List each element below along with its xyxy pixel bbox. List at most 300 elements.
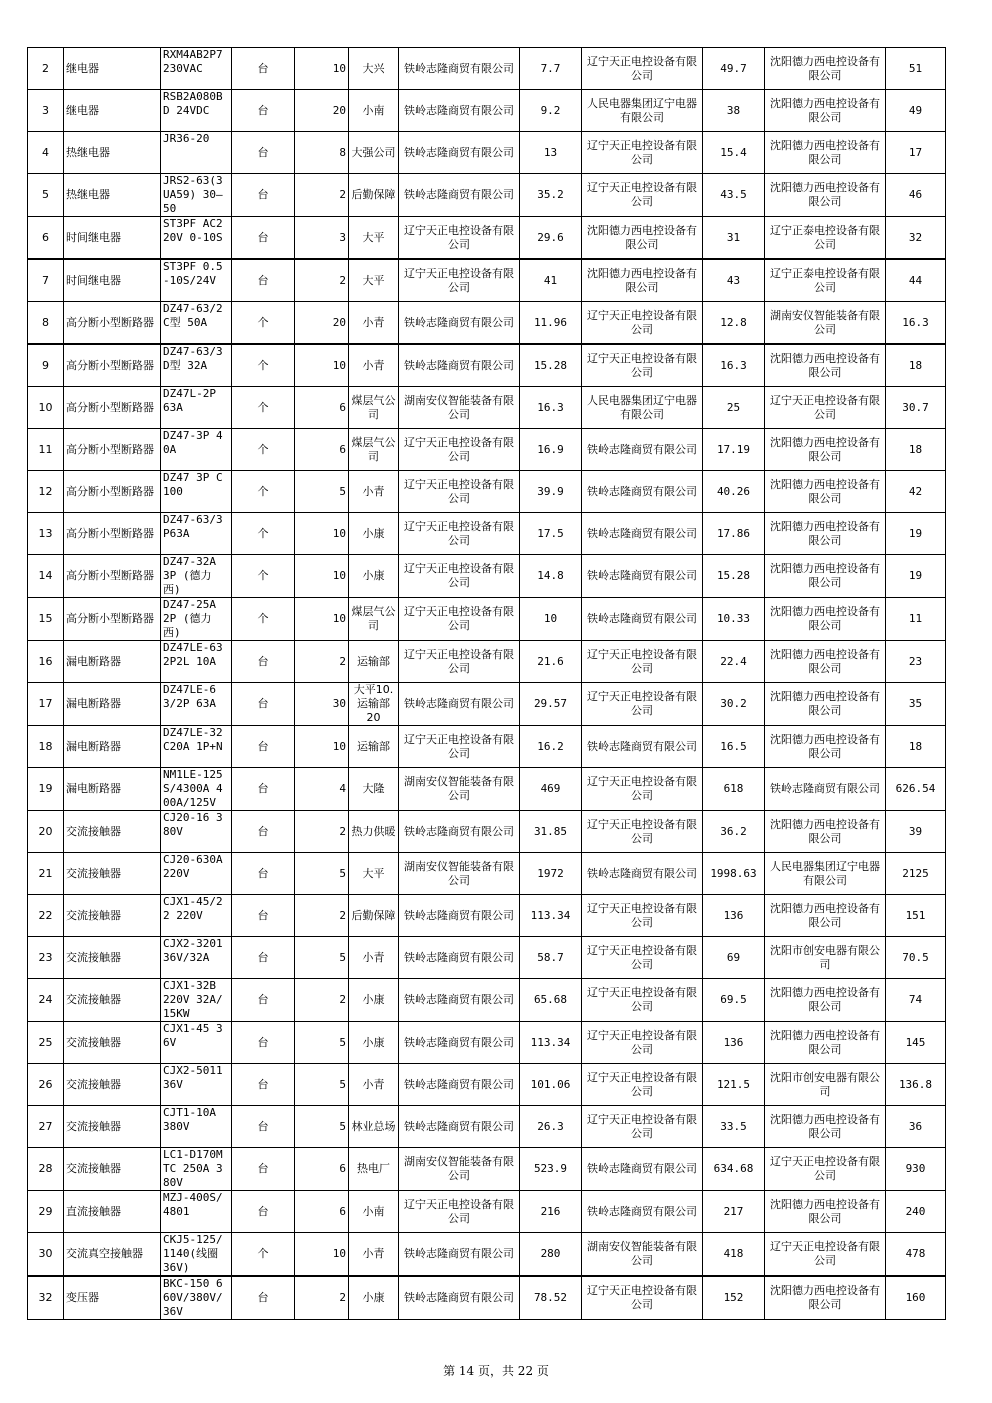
item-number: 19 xyxy=(28,768,64,811)
price-2: 15.28 xyxy=(703,555,765,598)
item-unit: 台 xyxy=(232,1191,295,1233)
item-number: 30 xyxy=(28,1233,64,1277)
item-name: 漏电断路器 xyxy=(64,641,161,683)
item-unit: 台 xyxy=(232,1148,295,1191)
supplier-2: 湖南安仪智能装备有限公司 xyxy=(582,1233,703,1277)
item-name: 交流接触器 xyxy=(64,1022,161,1064)
price-2: 43.5 xyxy=(703,174,765,217)
supplier-3: 铁岭志隆商贸有限公司 xyxy=(765,768,886,811)
price-2: 152 xyxy=(703,1276,765,1320)
item-quantity: 2 xyxy=(295,979,349,1022)
supplier-2: 铁岭志隆商贸有限公司 xyxy=(582,555,703,598)
price-2: 418 xyxy=(703,1233,765,1277)
supplier-3: 沈阳市创安电器有限公司 xyxy=(765,937,886,979)
item-model: CJX1-45 36V xyxy=(161,1022,232,1064)
item-quantity: 5 xyxy=(295,1064,349,1106)
price-2: 17.19 xyxy=(703,429,765,471)
supplier-1: 铁岭志隆商贸有限公司 xyxy=(399,1106,520,1148)
supplier-2: 辽宁天正电控设备有限公司 xyxy=(582,344,703,387)
item-quantity: 10 xyxy=(295,48,349,90)
price-1: 13 xyxy=(520,132,582,174)
supplier-3: 沈阳德力西电控设备有限公司 xyxy=(765,1191,886,1233)
supplier-3: 沈阳德力西电控设备有限公司 xyxy=(765,344,886,387)
item-unit: 台 xyxy=(232,937,295,979)
item-unit: 台 xyxy=(232,726,295,768)
procurement-table xyxy=(27,47,946,1320)
supplier-2: 沈阳德力西电控设备有限公司 xyxy=(582,217,703,260)
requesting-dept: 小青 xyxy=(349,471,399,513)
item-number: 8 xyxy=(28,302,64,345)
supplier-3: 湖南安仪智能装备有限公司 xyxy=(765,302,886,345)
supplier-3: 沈阳德力西电控设备有限公司 xyxy=(765,555,886,598)
price-2: 12.8 xyxy=(703,302,765,345)
requesting-dept: 后勤保障 xyxy=(349,895,399,937)
supplier-2: 辽宁天正电控设备有限公司 xyxy=(582,895,703,937)
supplier-1: 铁岭志隆商贸有限公司 xyxy=(399,174,520,217)
item-name: 高分断小型断路器 xyxy=(64,429,161,471)
supplier-2: 辽宁天正电控设备有限公司 xyxy=(582,768,703,811)
supplier-1: 铁岭志隆商贸有限公司 xyxy=(399,344,520,387)
item-unit: 台 xyxy=(232,259,295,302)
supplier-2: 辽宁天正电控设备有限公司 xyxy=(582,174,703,217)
price-1: 41 xyxy=(520,259,582,302)
price-2: 16.5 xyxy=(703,726,765,768)
item-number: 5 xyxy=(28,174,64,217)
supplier-3: 沈阳德力西电控设备有限公司 xyxy=(765,132,886,174)
requesting-dept: 小康 xyxy=(349,513,399,555)
price-2: 217 xyxy=(703,1191,765,1233)
item-unit: 台 xyxy=(232,979,295,1022)
supplier-1: 铁岭志隆商贸有限公司 xyxy=(399,1022,520,1064)
price-3: 46 xyxy=(886,174,946,217)
price-3: 42 xyxy=(886,471,946,513)
supplier-3: 辽宁天正电控设备有限公司 xyxy=(765,387,886,429)
item-model: CJ20-16 380V xyxy=(161,811,232,853)
table-row xyxy=(28,90,946,132)
item-name: 交流接触器 xyxy=(64,1148,161,1191)
item-model: CJX2-3201 36V/32A xyxy=(161,937,232,979)
supplier-1: 辽宁天正电控设备有限公司 xyxy=(399,513,520,555)
price-3: 19 xyxy=(886,513,946,555)
supplier-2: 辽宁天正电控设备有限公司 xyxy=(582,1022,703,1064)
price-3: 23 xyxy=(886,641,946,683)
price-2: 634.68 xyxy=(703,1148,765,1191)
item-model: DZ47LE-63/2P 63A xyxy=(161,683,232,726)
price-3: 44 xyxy=(886,259,946,302)
item-name: 继电器 xyxy=(64,48,161,90)
supplier-2: 人民电器集团辽宁电器有限公司 xyxy=(582,90,703,132)
table-row xyxy=(28,598,946,641)
supplier-3: 沈阳德力西电控设备有限公司 xyxy=(765,641,886,683)
item-quantity: 6 xyxy=(295,1148,349,1191)
supplier-1: 湖南安仪智能装备有限公司 xyxy=(399,853,520,895)
price-2: 618 xyxy=(703,768,765,811)
supplier-3: 人民电器集团辽宁电器有限公司 xyxy=(765,853,886,895)
price-2: 36.2 xyxy=(703,811,765,853)
item-name: 漏电断路器 xyxy=(64,726,161,768)
price-2: 69.5 xyxy=(703,979,765,1022)
supplier-3: 沈阳德力西电控设备有限公司 xyxy=(765,48,886,90)
requesting-dept: 小南 xyxy=(349,90,399,132)
item-name: 变压器 xyxy=(64,1276,161,1320)
item-unit: 台 xyxy=(232,1022,295,1064)
supplier-3: 沈阳德力西电控设备有限公司 xyxy=(765,811,886,853)
item-model: LC1-D170MTC 250A 380V xyxy=(161,1148,232,1191)
supplier-1: 铁岭志隆商贸有限公司 xyxy=(399,302,520,345)
price-3: 626.54 xyxy=(886,768,946,811)
table-row xyxy=(28,1233,946,1277)
item-name: 时间继电器 xyxy=(64,217,161,260)
price-1: 11.96 xyxy=(520,302,582,345)
item-model: RSB2A080BD 24VDC xyxy=(161,90,232,132)
table-row xyxy=(28,937,946,979)
supplier-2: 辽宁天正电控设备有限公司 xyxy=(582,302,703,345)
item-number: 6 xyxy=(28,217,64,260)
table-row xyxy=(28,555,946,598)
price-1: 280 xyxy=(520,1233,582,1277)
item-model: BKC-150 660V/380V/36V xyxy=(161,1276,232,1320)
supplier-1: 辽宁天正电控设备有限公司 xyxy=(399,641,520,683)
requesting-dept: 热力供暖 xyxy=(349,811,399,853)
price-3: 151 xyxy=(886,895,946,937)
price-1: 9.2 xyxy=(520,90,582,132)
table-row xyxy=(28,471,946,513)
supplier-3: 沈阳德力西电控设备有限公司 xyxy=(765,895,886,937)
item-model: DZ47 3P C100 xyxy=(161,471,232,513)
item-unit: 台 xyxy=(232,641,295,683)
item-number: 27 xyxy=(28,1106,64,1148)
supplier-3: 辽宁天正电控设备有限公司 xyxy=(765,1148,886,1191)
requesting-dept: 大平 xyxy=(349,853,399,895)
supplier-1: 铁岭志隆商贸有限公司 xyxy=(399,937,520,979)
table-row xyxy=(28,895,946,937)
item-name: 直流接触器 xyxy=(64,1191,161,1233)
item-number: 29 xyxy=(28,1191,64,1233)
item-number: 15 xyxy=(28,598,64,641)
item-number: 2 xyxy=(28,48,64,90)
item-quantity: 5 xyxy=(295,937,349,979)
price-1: 31.85 xyxy=(520,811,582,853)
supplier-2: 辽宁天正电控设备有限公司 xyxy=(582,683,703,726)
price-2: 136 xyxy=(703,895,765,937)
price-2: 22.4 xyxy=(703,641,765,683)
item-name: 交流接触器 xyxy=(64,1106,161,1148)
supplier-1: 湖南安仪智能装备有限公司 xyxy=(399,1148,520,1191)
item-unit: 台 xyxy=(232,90,295,132)
supplier-2: 辽宁天正电控设备有限公司 xyxy=(582,641,703,683)
price-3: 30.7 xyxy=(886,387,946,429)
price-2: 17.86 xyxy=(703,513,765,555)
supplier-1: 辽宁天正电控设备有限公司 xyxy=(399,217,520,260)
item-quantity: 10 xyxy=(295,513,349,555)
supplier-2: 铁岭志隆商贸有限公司 xyxy=(582,853,703,895)
supplier-1: 铁岭志隆商贸有限公司 xyxy=(399,895,520,937)
supplier-3: 沈阳德力西电控设备有限公司 xyxy=(765,979,886,1022)
price-1: 78.52 xyxy=(520,1276,582,1320)
price-2: 31 xyxy=(703,217,765,260)
item-name: 高分断小型断路器 xyxy=(64,513,161,555)
supplier-3: 辽宁天正电控设备有限公司 xyxy=(765,1233,886,1277)
price-3: 17 xyxy=(886,132,946,174)
item-name: 高分断小型断路器 xyxy=(64,555,161,598)
item-number: 12 xyxy=(28,471,64,513)
item-number: 23 xyxy=(28,937,64,979)
supplier-2: 铁岭志隆商贸有限公司 xyxy=(582,1148,703,1191)
requesting-dept: 大强公司 xyxy=(349,132,399,174)
item-name: 漏电断路器 xyxy=(64,683,161,726)
price-3: 478 xyxy=(886,1233,946,1277)
supplier-3: 沈阳德力西电控设备有限公司 xyxy=(765,513,886,555)
item-number: 17 xyxy=(28,683,64,726)
item-quantity: 8 xyxy=(295,132,349,174)
item-model: NM1LE-125S/4300A 400A/125V xyxy=(161,768,232,811)
requesting-dept: 小青 xyxy=(349,302,399,345)
price-2: 40.26 xyxy=(703,471,765,513)
item-number: 21 xyxy=(28,853,64,895)
item-number: 20 xyxy=(28,811,64,853)
price-1: 29.6 xyxy=(520,217,582,260)
supplier-3: 沈阳德力西电控设备有限公司 xyxy=(765,726,886,768)
supplier-1: 辽宁天正电控设备有限公司 xyxy=(399,598,520,641)
item-quantity: 3 xyxy=(295,217,349,260)
item-name: 交流接触器 xyxy=(64,895,161,937)
item-unit: 个 xyxy=(232,344,295,387)
price-1: 15.28 xyxy=(520,344,582,387)
supplier-3: 沈阳市创安电器有限公司 xyxy=(765,1064,886,1106)
item-model: CJX1-32B 220V 32A/15KW xyxy=(161,979,232,1022)
supplier-1: 铁岭志隆商贸有限公司 xyxy=(399,90,520,132)
item-model: DZ47-3P 40A xyxy=(161,429,232,471)
item-unit: 台 xyxy=(232,1276,295,1320)
item-number: 25 xyxy=(28,1022,64,1064)
table-row xyxy=(28,1064,946,1106)
requesting-dept: 大平 xyxy=(349,259,399,302)
supplier-1: 辽宁天正电控设备有限公司 xyxy=(399,1191,520,1233)
item-name: 高分断小型断路器 xyxy=(64,302,161,345)
price-2: 10.33 xyxy=(703,598,765,641)
item-number: 24 xyxy=(28,979,64,1022)
table-row xyxy=(28,387,946,429)
price-2: 136 xyxy=(703,1022,765,1064)
item-model: JR36-20 xyxy=(161,132,232,174)
item-model: DZ47-63/3P63A xyxy=(161,513,232,555)
item-unit: 台 xyxy=(232,174,295,217)
price-1: 469 xyxy=(520,768,582,811)
item-model: ST3PF 0.5-10S/24V xyxy=(161,259,232,302)
price-1: 113.34 xyxy=(520,1022,582,1064)
item-number: 28 xyxy=(28,1148,64,1191)
item-quantity: 10 xyxy=(295,555,349,598)
item-name: 热继电器 xyxy=(64,132,161,174)
item-number: 13 xyxy=(28,513,64,555)
requesting-dept: 大平10.运输部20 xyxy=(349,683,399,726)
supplier-1: 铁岭志隆商贸有限公司 xyxy=(399,1233,520,1277)
item-name: 交流真空接触器 xyxy=(64,1233,161,1277)
item-number: 32 xyxy=(28,1276,64,1320)
table-row xyxy=(28,811,946,853)
price-2: 16.3 xyxy=(703,344,765,387)
table-row xyxy=(28,641,946,683)
item-model: CKJ5-125/1140(线圈 36V) xyxy=(161,1233,232,1277)
item-quantity: 4 xyxy=(295,768,349,811)
item-quantity: 6 xyxy=(295,429,349,471)
supplier-2: 辽宁天正电控设备有限公司 xyxy=(582,979,703,1022)
item-model: RXM4AB2P7 230VAC xyxy=(161,48,232,90)
item-model: JRS2-63(3UA59) 30—50 xyxy=(161,174,232,217)
item-model: DZ47-25A 2P (德力西) xyxy=(161,598,232,641)
requesting-dept: 大兴 xyxy=(349,48,399,90)
table-row xyxy=(28,174,946,217)
item-unit: 台 xyxy=(232,1106,295,1148)
supplier-2: 辽宁天正电控设备有限公司 xyxy=(582,811,703,853)
item-quantity: 10 xyxy=(295,598,349,641)
supplier-3: 沈阳德力西电控设备有限公司 xyxy=(765,1106,886,1148)
supplier-3: 沈阳德力西电控设备有限公司 xyxy=(765,1022,886,1064)
item-unit: 个 xyxy=(232,1233,295,1277)
item-name: 热继电器 xyxy=(64,174,161,217)
requesting-dept: 大隆 xyxy=(349,768,399,811)
supplier-1: 铁岭志隆商贸有限公司 xyxy=(399,48,520,90)
price-1: 29.57 xyxy=(520,683,582,726)
supplier-1: 铁岭志隆商贸有限公司 xyxy=(399,1276,520,1320)
supplier-2: 铁岭志隆商贸有限公司 xyxy=(582,513,703,555)
price-1: 216 xyxy=(520,1191,582,1233)
table-row xyxy=(28,48,946,90)
requesting-dept: 小南 xyxy=(349,1191,399,1233)
item-unit: 个 xyxy=(232,471,295,513)
item-quantity: 5 xyxy=(295,1106,349,1148)
supplier-3: 沈阳德力西电控设备有限公司 xyxy=(765,429,886,471)
supplier-2: 辽宁天正电控设备有限公司 xyxy=(582,132,703,174)
item-unit: 台 xyxy=(232,217,295,260)
supplier-1: 辽宁天正电控设备有限公司 xyxy=(399,259,520,302)
item-unit: 个 xyxy=(232,429,295,471)
item-quantity: 6 xyxy=(295,1191,349,1233)
item-name: 继电器 xyxy=(64,90,161,132)
supplier-2: 辽宁天正电控设备有限公司 xyxy=(582,1106,703,1148)
supplier-1: 辽宁天正电控设备有限公司 xyxy=(399,429,520,471)
table-row xyxy=(28,344,946,387)
table-row xyxy=(28,853,946,895)
supplier-1: 铁岭志隆商贸有限公司 xyxy=(399,132,520,174)
item-name: 交流接触器 xyxy=(64,937,161,979)
item-quantity: 2 xyxy=(295,174,349,217)
item-number: 18 xyxy=(28,726,64,768)
item-number: 11 xyxy=(28,429,64,471)
item-quantity: 20 xyxy=(295,302,349,345)
item-unit: 个 xyxy=(232,387,295,429)
item-unit: 台 xyxy=(232,768,295,811)
table-row xyxy=(28,259,946,302)
supplier-2: 铁岭志隆商贸有限公司 xyxy=(582,598,703,641)
item-model: DZ47-63/3 D型 32A xyxy=(161,344,232,387)
item-unit: 台 xyxy=(232,132,295,174)
item-model: CJ20-630A 220V xyxy=(161,853,232,895)
item-number: 4 xyxy=(28,132,64,174)
item-quantity: 10 xyxy=(295,1233,349,1277)
supplier-2: 沈阳德力西电控设备有限公司 xyxy=(582,259,703,302)
price-3: 74 xyxy=(886,979,946,1022)
price-2: 43 xyxy=(703,259,765,302)
price-1: 65.68 xyxy=(520,979,582,1022)
requesting-dept: 林业总场 xyxy=(349,1106,399,1148)
requesting-dept: 小康 xyxy=(349,1276,399,1320)
price-3: 930 xyxy=(886,1148,946,1191)
supplier-2: 人民电器集团辽宁电器有限公司 xyxy=(582,387,703,429)
item-model: CJX1-45/22 220V xyxy=(161,895,232,937)
item-name: 漏电断路器 xyxy=(64,768,161,811)
price-1: 101.06 xyxy=(520,1064,582,1106)
table-row xyxy=(28,979,946,1022)
requesting-dept: 小康 xyxy=(349,555,399,598)
supplier-1: 辽宁天正电控设备有限公司 xyxy=(399,726,520,768)
item-unit: 台 xyxy=(232,48,295,90)
supplier-2: 辽宁天正电控设备有限公司 xyxy=(582,937,703,979)
table-row xyxy=(28,1191,946,1233)
item-quantity: 2 xyxy=(295,811,349,853)
supplier-3: 辽宁正泰电控设备有限公司 xyxy=(765,259,886,302)
price-2: 121.5 xyxy=(703,1064,765,1106)
price-1: 16.2 xyxy=(520,726,582,768)
table-row xyxy=(28,132,946,174)
table-row xyxy=(28,1022,946,1064)
item-quantity: 10 xyxy=(295,344,349,387)
requesting-dept: 后勤保障 xyxy=(349,174,399,217)
item-number: 10 xyxy=(28,387,64,429)
price-3: 16.3 xyxy=(886,302,946,345)
price-1: 113.34 xyxy=(520,895,582,937)
price-3: 11 xyxy=(886,598,946,641)
price-1: 16.3 xyxy=(520,387,582,429)
requesting-dept: 小青 xyxy=(349,937,399,979)
requesting-dept: 小康 xyxy=(349,979,399,1022)
item-unit: 台 xyxy=(232,1064,295,1106)
supplier-3: 沈阳德力西电控设备有限公司 xyxy=(765,90,886,132)
item-name: 时间继电器 xyxy=(64,259,161,302)
supplier-2: 铁岭志隆商贸有限公司 xyxy=(582,1191,703,1233)
supplier-2: 铁岭志隆商贸有限公司 xyxy=(582,471,703,513)
item-name: 交流接触器 xyxy=(64,1064,161,1106)
page-footer: 第 14 页，共 22 页 xyxy=(443,1364,549,1378)
item-name: 交流接触器 xyxy=(64,853,161,895)
item-model: ST3PF AC220V 0-10S xyxy=(161,217,232,260)
supplier-1: 辽宁天正电控设备有限公司 xyxy=(399,471,520,513)
price-3: 18 xyxy=(886,726,946,768)
item-quantity: 5 xyxy=(295,853,349,895)
item-quantity: 5 xyxy=(295,471,349,513)
item-unit: 台 xyxy=(232,895,295,937)
supplier-3: 沈阳德力西电控设备有限公司 xyxy=(765,598,886,641)
price-3: 51 xyxy=(886,48,946,90)
table-row xyxy=(28,1276,946,1320)
item-name: 高分断小型断路器 xyxy=(64,471,161,513)
item-unit: 台 xyxy=(232,853,295,895)
item-model: DZ47L-2P 63A xyxy=(161,387,232,429)
supplier-1: 湖南安仪智能装备有限公司 xyxy=(399,768,520,811)
requesting-dept: 煤层气公司 xyxy=(349,387,399,429)
supplier-1: 铁岭志隆商贸有限公司 xyxy=(399,811,520,853)
price-1: 35.2 xyxy=(520,174,582,217)
supplier-3: 沈阳德力西电控设备有限公司 xyxy=(765,471,886,513)
item-quantity: 2 xyxy=(295,895,349,937)
price-1: 14.8 xyxy=(520,555,582,598)
price-3: 70.5 xyxy=(886,937,946,979)
item-quantity: 2 xyxy=(295,641,349,683)
price-1: 58.7 xyxy=(520,937,582,979)
item-number: 9 xyxy=(28,344,64,387)
price-1: 10 xyxy=(520,598,582,641)
price-2: 30.2 xyxy=(703,683,765,726)
